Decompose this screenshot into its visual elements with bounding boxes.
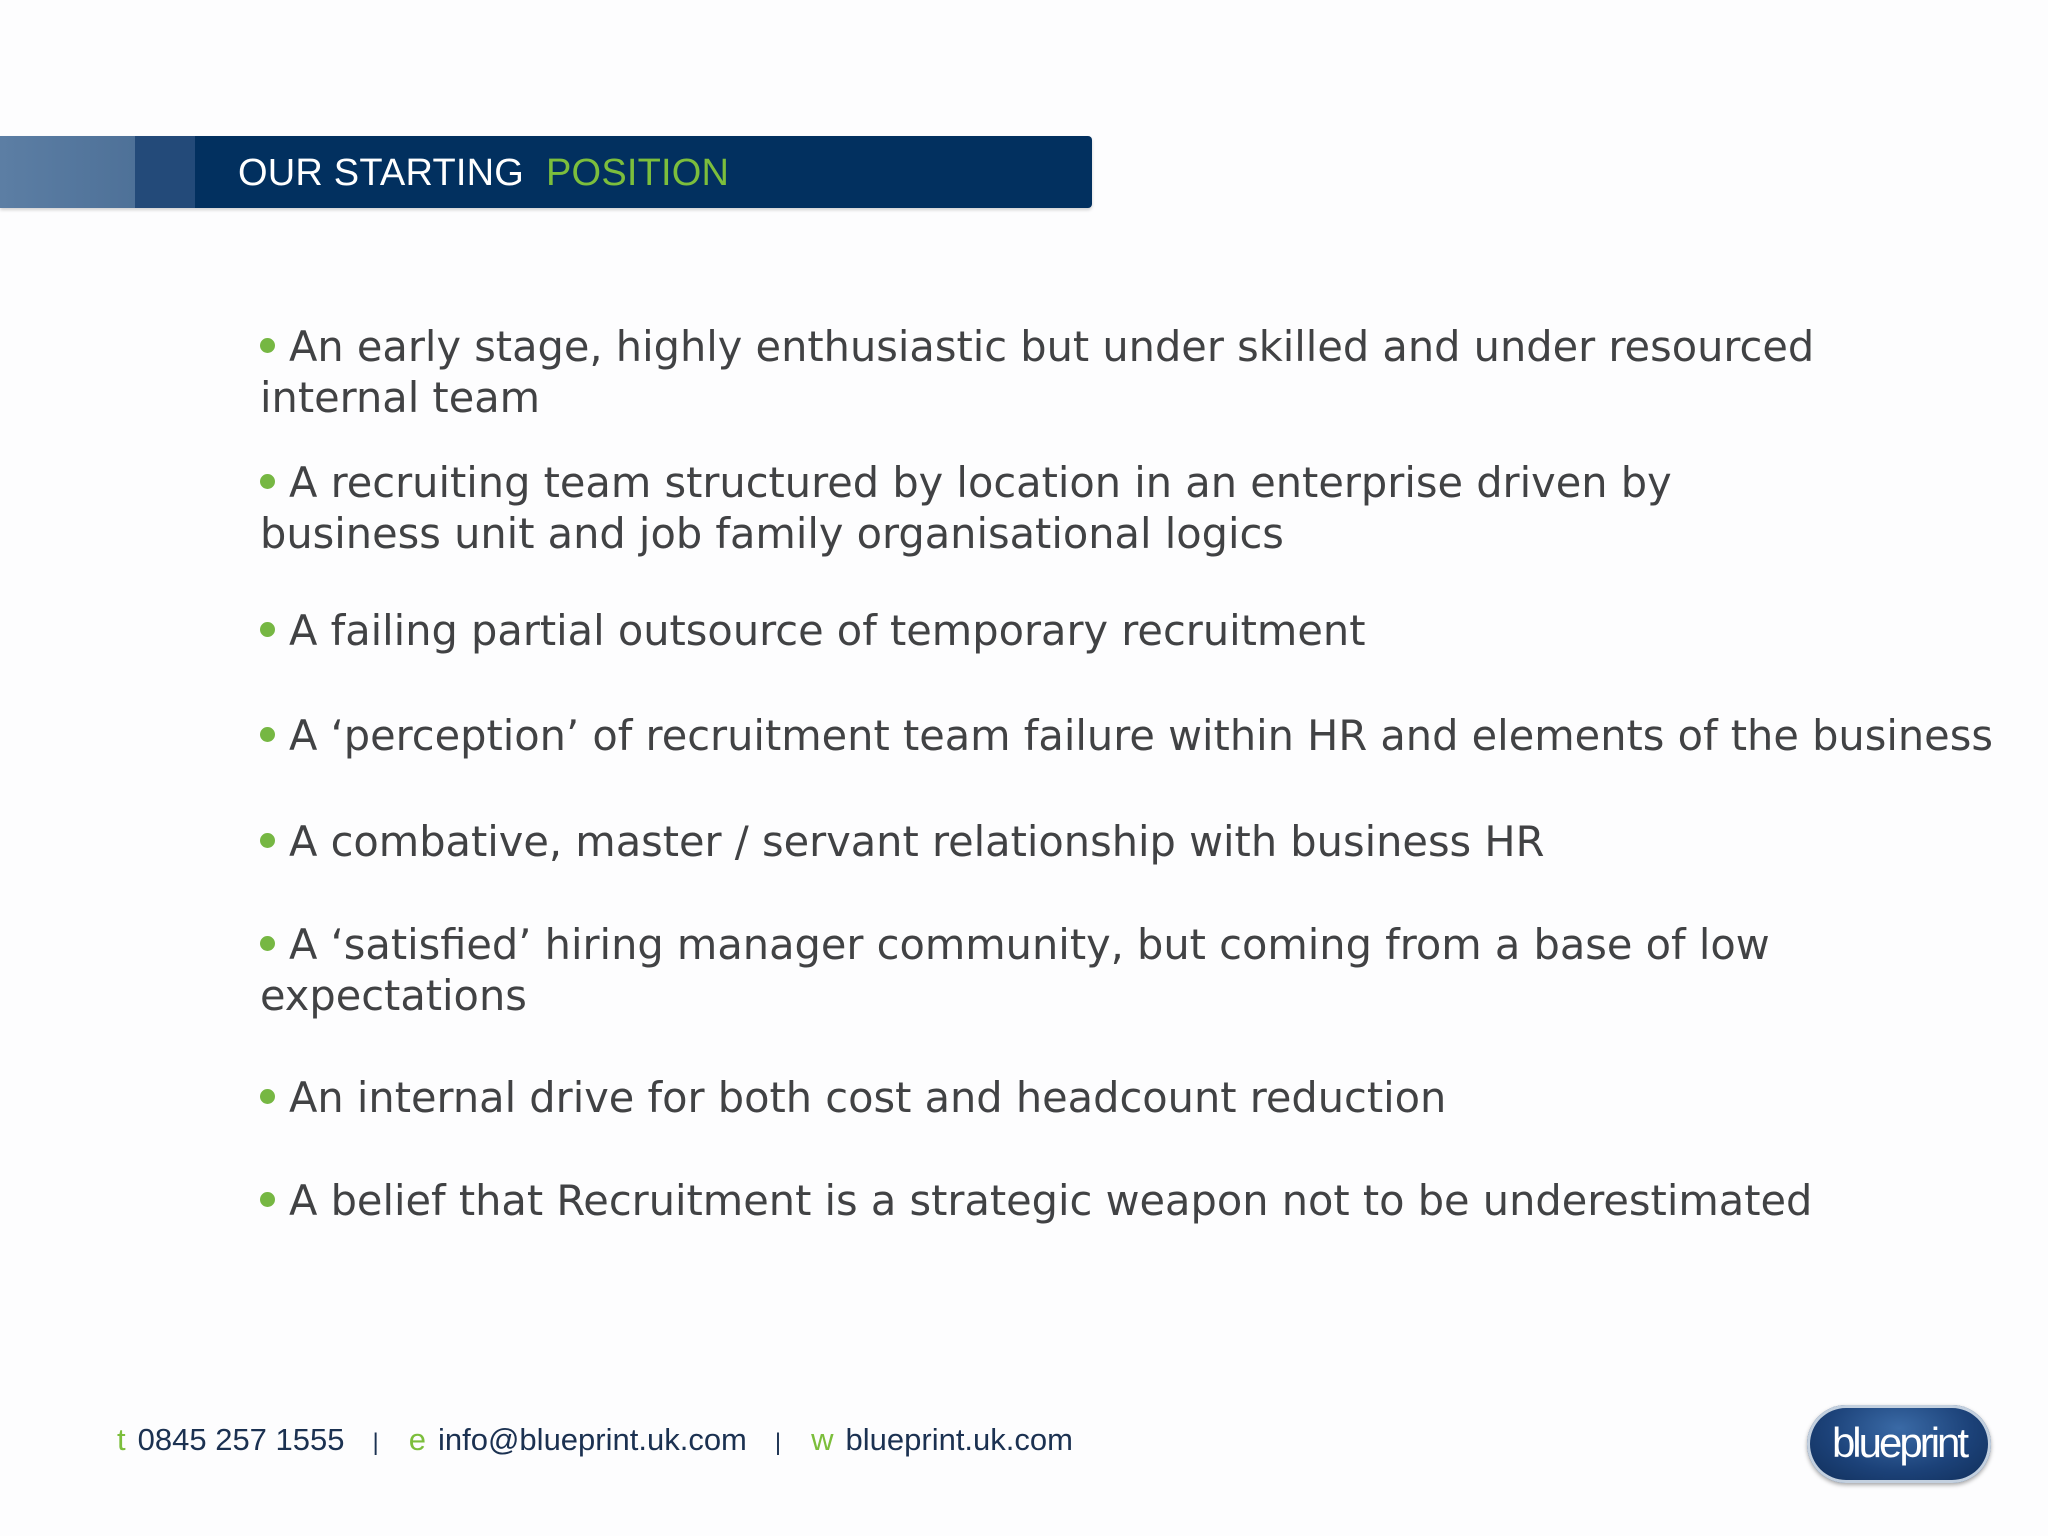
banner-accent-mid [135,136,195,208]
slide-title-part1: OUR STARTING [238,152,525,194]
bullet-dot-icon [260,727,275,742]
bullet-item [260,816,2048,867]
bullet-text: A failing partial outsource of temporary recruitment [289,606,1366,655]
web-label: w [811,1422,834,1457]
slide-title-part2: POSITION [546,152,730,194]
footer-separator: | [372,1429,379,1456]
blueprint-logo: blueprint [1807,1405,1991,1483]
bullet-text-continued: internal team [260,373,541,422]
email-link[interactable]: info@blueprint.uk.com [437,1422,747,1457]
bullet-item [260,457,2048,559]
bullet-dot-icon [260,622,275,637]
web-link[interactable]: blueprint.uk.com [845,1422,1073,1457]
bullet-dot-icon [260,1089,275,1104]
footer-contact [117,1418,1073,1462]
bullet-item [260,710,2048,761]
footer-separator: | [774,1429,782,1456]
bullet-dot-icon [260,833,275,848]
bullet-item [260,1072,2048,1123]
bullet-text: A recruiting team structured by location in an enterprise driven by [289,458,1672,507]
title-banner [0,136,1092,208]
bullet-text: A ‘perception’ of recruitment team failure within HR and elements of the business [289,711,1993,760]
bullet-item [260,605,2048,656]
phone-number: 0845 257 1555 [137,1422,345,1457]
bullet-item [260,919,2048,1021]
bullet-text: A ‘satisfied’ hiring manager community, but coming from a base of low [289,920,1770,969]
bullet-text: A belief that Recruitment is a strategic weapon not to be underestimated [289,1176,1813,1225]
bullet-item [260,1175,2048,1226]
bullet-item [260,321,2048,423]
bullet-dot-icon [260,474,275,489]
bullet-text: An internal drive for both cost and headcount reduction [289,1073,1447,1122]
bullet-text: A combative, master / servant relationship with business HR [289,817,1545,866]
banner-accent-light [0,136,135,208]
bullet-dot-icon [260,936,275,951]
phone-label: t [117,1422,126,1457]
bullet-dot-icon [260,1192,275,1207]
bullet-text: An early stage, highly enthusiastic but under skilled and under resourced [289,322,1815,371]
bullet-text-continued: business unit and job family organisational logics [260,509,1284,558]
bullet-dot-icon [260,338,275,353]
email-label: e [408,1422,426,1457]
bullet-text-continued: expectations [260,971,527,1020]
slide-title [238,136,729,208]
